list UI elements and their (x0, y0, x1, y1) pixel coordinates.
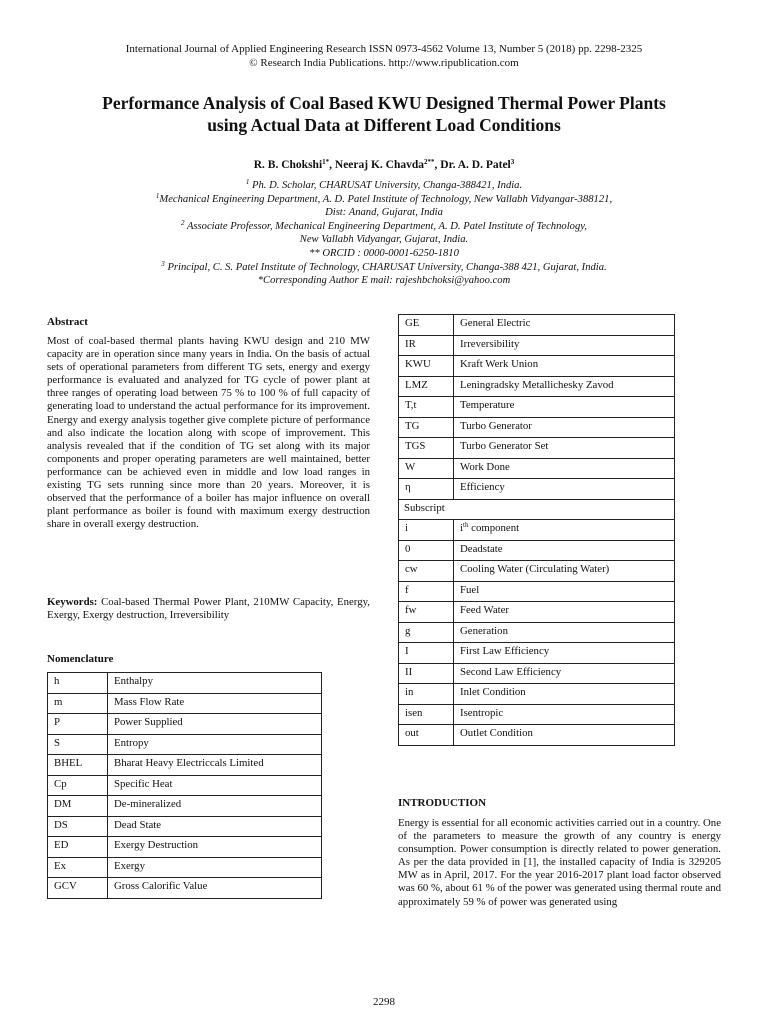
symbol-cell: i (399, 520, 454, 541)
definition-cell: Turbo Generator Set (454, 438, 675, 459)
definition-cell: Dead State (108, 816, 322, 837)
table-row (399, 499, 675, 520)
table-row (48, 878, 322, 899)
symbol-cell: out (399, 725, 454, 746)
nomenclature-heading: Nomenclature (47, 653, 114, 665)
definition-cell: Isentropic (454, 704, 675, 725)
affiliation-line: $^3$ Principal, C. S. Patel Institute of Technology, CHARUSAT University, Changa-388 421, Gujarat, India. (161, 259, 607, 273)
symbol-cell: Cp (48, 775, 108, 796)
symbol-cell: DM (48, 796, 108, 817)
definition-cell: Irreversibility (454, 335, 675, 356)
definition-cell: Exergy Destruction (108, 837, 322, 858)
definition-cell: Fuel (454, 581, 675, 602)
definition-cell: Inlet Condition (454, 684, 675, 705)
nomenclature-table-right (398, 314, 675, 746)
affiliations (0, 179, 768, 288)
author-list: R. B. Chokshi$^{1*}$, Neeraj K. Chavda$^{2**}$, Dr. A. D. Patel$^3$ (253, 158, 515, 171)
definition-cell: Bharat Heavy Electriccals Limited (108, 755, 322, 776)
orcid-line: ** ORCID : 0000-0001-6250-1810 (309, 247, 459, 259)
symbol-cell: T,t (399, 397, 454, 418)
definition-cell: First Law Efficiency (454, 643, 675, 664)
table-row (399, 663, 675, 684)
affiliation-line: $^1$Mechanical Engineering Department, A. D. Patel Institute of Technology, New Vallabh Vidyangar-388121, (155, 191, 613, 205)
symbol-cell: KWU (399, 356, 454, 377)
introduction-heading: INTRODUCTION (398, 797, 487, 809)
symbol-cell: II (399, 663, 454, 684)
table-row (399, 602, 675, 623)
symbol-cell: P (48, 714, 108, 735)
author-3: Dr. A. D. Patel (440, 159, 511, 171)
symbol-cell: TGS (399, 438, 454, 459)
affiliation-line: $^2$ Associate Professor, Mechanical Engineering Department, A. D. Patel Institute of Technology, (180, 218, 588, 232)
keywords-label: Keywords: (47, 596, 98, 608)
title-line-1: Performance Analysis of Coal Based KWU Designed Thermal Power Plants (102, 93, 666, 113)
table-row (48, 775, 322, 796)
symbol-cell: DS (48, 816, 108, 837)
table-row (399, 520, 675, 541)
subscript-label: Subscript (399, 499, 675, 520)
nomenclature-table-left (47, 672, 322, 899)
symbol-cell: BHEL (48, 755, 108, 776)
table-row (399, 725, 675, 746)
table-row (48, 714, 322, 735)
definition-cell: Power Supplied (108, 714, 322, 735)
symbol-cell: cw (399, 561, 454, 582)
table-row (399, 540, 675, 561)
keywords (47, 596, 370, 622)
definition-cell: Mass Flow Rate (108, 693, 322, 714)
definition-cell: De-mineralized (108, 796, 322, 817)
definition-cell: $i^{th}$ component (454, 520, 675, 541)
definition-cell: Outlet Condition (454, 725, 675, 746)
definition-cell: Deadstate (454, 540, 675, 561)
table-row (399, 376, 675, 397)
table-row (399, 356, 675, 377)
symbol-cell: η (399, 479, 454, 500)
symbol-cell: W (399, 458, 454, 479)
symbol-cell: g (399, 622, 454, 643)
definition-cell: Generation (454, 622, 675, 643)
table-row (399, 704, 675, 725)
corresponding-author: *Corresponding Author E mail: rajeshbchoksi@yahoo.com (257, 275, 511, 287)
table-row (399, 417, 675, 438)
table-row (399, 479, 675, 500)
table-row (399, 458, 675, 479)
table-row (399, 684, 675, 705)
table-row (399, 622, 675, 643)
symbol-cell: isen (399, 704, 454, 725)
symbol-cell: m (48, 693, 108, 714)
author-1-mark: 1* (322, 158, 330, 166)
page-number: 2298 (373, 996, 395, 1008)
table-row (48, 693, 322, 714)
table-row (48, 734, 322, 755)
definition-cell: Exergy (108, 857, 322, 878)
definition-cell: General Electric (454, 315, 675, 336)
symbol-cell: LMZ (399, 376, 454, 397)
definition-cell: Kraft Werk Union (454, 356, 675, 377)
author-3-mark: 3 (510, 158, 515, 166)
definition-cell: Work Done (454, 458, 675, 479)
definition-cell: Second Law Efficiency (454, 663, 675, 684)
symbol-cell: TG (399, 417, 454, 438)
symbol-cell: IR (399, 335, 454, 356)
abstract-heading: Abstract (47, 316, 88, 328)
table-row (399, 438, 675, 459)
definition-cell: Entropy (108, 734, 322, 755)
affiliation-line: New Vallabh Vidyangar, Gujarat, India. (299, 234, 469, 246)
symbol-cell: Ex (48, 857, 108, 878)
table-row (48, 857, 322, 878)
symbol-cell: GE (399, 315, 454, 336)
table-row (399, 335, 675, 356)
definition-cell: Turbo Generator (454, 417, 675, 438)
table-row (48, 673, 322, 694)
symbol-cell: GCV (48, 878, 108, 899)
symbol-cell: S (48, 734, 108, 755)
paper-title (0, 92, 768, 136)
author-2-mark: 2** (424, 158, 435, 166)
definition-cell: Cooling Water (Circulating Water) (454, 561, 675, 582)
symbol-cell: f (399, 581, 454, 602)
author-1: R. B. Chokshi (253, 159, 323, 171)
journal-header: International Journal of Applied Engineering Research ISSN 0973-4562 Volume 13, Number 5 (2018) pp. 2298-2325 (125, 43, 643, 55)
table-row (48, 837, 322, 858)
keywords-text: Coal-based Thermal Power Plant, 210MW Capacity, Energy, Exergy, Exergy destruction, Irreversibility (47, 596, 370, 622)
definition-cell: Efficiency (454, 479, 675, 500)
symbol-cell: I (399, 643, 454, 664)
affiliation-line: $^1$ Ph. D. Scholar, CHARUSAT University, Changa-388421, India. (245, 178, 523, 191)
affiliation-line: Dist: Anand, Gujarat, India (325, 207, 443, 219)
symbol-cell: in (399, 684, 454, 705)
table-row (399, 315, 675, 336)
table-row (399, 581, 675, 602)
symbol-cell: 0 (399, 540, 454, 561)
table-row (399, 561, 675, 582)
abstract-body: Most of coal-based thermal plants having KWU design and 210 MW capacity are in operation since many years in India. On the basis of actual sets of operational parameters from different TG sets, energy and exergy performance is evaluated and analyzed for TG cycle of power plant at three ranges of operating load between 75 % to 100 % of full capacity of generating load to understand the actual performance for its improvement. Energy and exergy analysis together give complete picture of performance and also indicate the location along with scope of improvement. This analysis revealed that if the condition of TG set along with its major components and proper operating parameters are well maintained, better performance can be achieved even in middle and low load ranges in existing TG sets running since more than 20 years. Moreover, it is observed that the performance of a boiler has major influence on overall plant performance as boiler is found with maximum exergy destruction share in overall exergy destruction. (47, 335, 370, 531)
title-line-2: using Actual Data at Different Load Conditions (207, 115, 561, 135)
definition-cell: Feed Water (454, 602, 675, 623)
definition-cell: Gross Calorific Value (108, 878, 322, 899)
definition-cell: Leningradsky Metallichesky Zavod (454, 376, 675, 397)
definition-cell: Enthalpy (108, 673, 322, 694)
publisher-line: © Research India Publications. http://www.ripublication.com (249, 57, 519, 69)
symbol-cell: ED (48, 837, 108, 858)
definition-cell: Temperature (454, 397, 675, 418)
definition-cell: Specific Heat (108, 775, 322, 796)
table-row (399, 643, 675, 664)
table-row (48, 816, 322, 837)
author-2: Neeraj K. Chavda (334, 159, 425, 171)
table-row (48, 796, 322, 817)
symbol-cell: fw (399, 602, 454, 623)
symbol-cell: h (48, 673, 108, 694)
table-row (48, 755, 322, 776)
table-row (399, 397, 675, 418)
introduction-body: Energy is essential for all economic activities carried out in a country. One of the parameters to measure the growth of any country is energy consumption. Power consumption is directly related to power generation. As per the data provided in [1], the installed capacity of India is 329205 MW as in April, 2017. For the year 2016-2017 plant load factor observed was 60 %, about 61 % of the power was generated using thermal route and approximately 59 % of power was generated using (398, 817, 721, 908)
